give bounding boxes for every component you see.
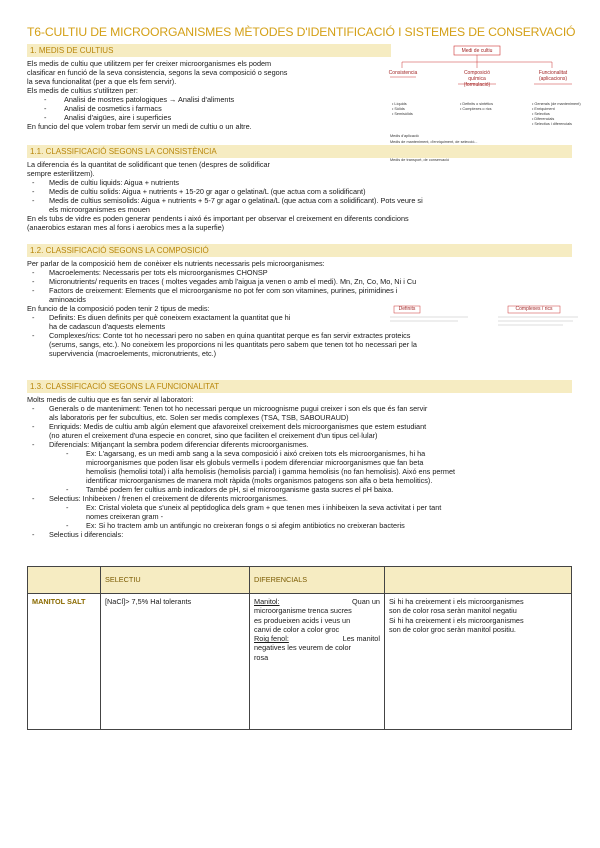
paragraph-line: Molts medis de cultiu que es fan servir al laboratori: [27,395,194,404]
diagram-item: • Diferencials [532,117,555,121]
diagram-item: • Sòlids [392,107,405,111]
cell-line [254,597,380,606]
list-item: Analisi d'aigües, aire i superficies [64,113,172,122]
list-item: Complexes/rics: Conte tot ho necessari pero no saben en quina quantitat perque es fan servir extractes proteics [49,331,411,340]
list-item: identificar microorganismes de manera molt ràpida (molts organismos patogens son alfa o beta hemolitics). [86,476,433,485]
paragraph-line: la seva funcionalitat (per a que els fem servir). [27,77,177,86]
list-item: Ex: Cristal violeta que s'uneix al peptidoglica dels gram + que tenen mes i inhibeixen la seva activitat i per tant [86,503,442,512]
selectiu-cell: [NaCl]> 7,5% Hal tolerants [101,594,250,730]
section-header-medis: 1. MEDIS DE CULTIUS [27,44,391,57]
bullet-dash: - [66,449,69,458]
paragraph-line: Els medis de cultiu que utilitzem per fer creixer microorganismes els podem [27,59,272,68]
list-item: Selectius: Inhibeixen / frenen el creixement de diferents microorganismes. [49,494,288,503]
list-item: Generals o de manteniment: Tenen tot ho necessari perque un microognisme pugui creixer i son els que és fan servir [49,404,428,413]
bullet-dash: - [32,494,35,503]
composition-diagram [388,305,584,329]
diagram-item: • Semisòlids [392,112,413,116]
list-item: Ex: L'agarsang, es un medi amb sang a la seva composició i aixó creixen tots els microorganismes, hi ha [86,449,426,458]
list-item: Ex: Si ho tractem amb un antifungic no creixeran fongs o si afegim antibiotics no creixeran bacteris [86,521,405,530]
section-header-funcionalitat: 1.3. CLASSIFICACIÓ SEGONS LA FUNCIONALITAT [27,380,572,393]
diagram-item: • Líquids [392,102,407,106]
list-item: Diferencials: Mitjançant la sembra podem diferenciar diferents microorganismes. [49,440,309,449]
paragraph-line: (anaerobics estaran mes al fons i aerobics mes a la superfie) [27,223,225,232]
table-header-cell [28,567,101,594]
cell-line: canvi de color a color groc [254,624,340,634]
table-header-row [28,567,572,594]
cell-line: Si hi ha creixement i els microorganismes [389,615,524,625]
bullet-dash: - [32,178,35,187]
paragraph-line: sempre esterilitzem). [27,169,95,178]
page-title: T6-CULTIU DE MICROORGANISMES MÈTODES D'IDENTIFICACIÓ I SISTEMES DE CONSERVACIÓ [27,25,576,39]
paragraph-line: Els medis de cultius s'utilitzen per: [27,86,138,95]
bullet-dash: - [32,331,35,340]
list-item: supervivencia (macroelements, micronutrients, etc.) [49,349,217,358]
cell-line: rosa [254,652,269,662]
cell-line: Si hi ha creixement i els microorganismes [389,597,524,606]
diagram-item: • Enriquiment [532,107,555,111]
bullet-dash: - [32,440,35,449]
list-item: També podem fer cultius amb indicadors de pH, si el microorganisme gasta sucres el pH baixa. [86,485,394,494]
list-item: als laboratoris per fer subcultius, etc. Solen ser medis complexes (TSA, TSB, SABOURAUD) [49,413,349,422]
bullet-dash: - [32,404,35,413]
list-item: Macroelements: Necessaris per tots els microorganismes CHONSP [49,268,268,277]
bullet-dash: - [66,485,69,494]
list-item: hemolisis (hemolisi total) i alfa hemolisis (hemolisis parcial) i gamma hemolisis (no fan hemolisis). Aixó ens permet [86,467,456,476]
list-item: Analisi de cosmetics i farmacs [64,104,162,113]
bullet-dash: - [32,277,35,286]
paragraph-line: En funcio del que volem trobar fem servir un medi de cultiu o un altre. [27,122,252,131]
list-item: (no aturen el creixement d'una especie en concret, sino que faciliten el creixement d'un tipus cel·lular) [49,431,378,440]
cell-line: microorganisme trenca sucres [254,606,352,616]
diagram-item: • Complexes o rics [460,107,492,111]
table-row [28,594,572,730]
cell-line: son de color rosa seràn manitol negatiu [389,606,517,616]
diagram-node-complexes: Complexes / rics [515,306,553,312]
list-item: Medis de cultiu liquids: Aigua + nutrients [49,178,180,187]
bullet-dash: - [66,521,69,530]
diagram-note: Medis de transport, de conservació [390,158,450,162]
section-header-consistencia: 1.1. CLASSIFICACIÓ SEGONS LA CONSISTÈNCIA [27,145,572,158]
paragraph-line: La diferencia és la quantitat de solidificant que tenen (despres de solidificar [27,160,270,169]
diagram-note: Medis d'aplicació [390,134,419,138]
paragraph-line: En els tubs de vidre es poden generar pendents i aixó és important per observar el creixement en diferents condicions [27,214,409,223]
diagram-node-consistencia: Consistencia [388,70,418,76]
diagram-root: Medi de cultiu [461,48,493,54]
paragraph-line: clasificar en funció de la seva consistencia, segons la seva composició o segons [27,68,288,77]
table-header-cell: DIFERENCIALS [250,567,385,594]
bullet-dash: - [44,95,47,104]
table-header-cell: SELECTIU [101,567,250,594]
list-item: Micronutrients/ requerits en traces ( moltes vegades amb l'aigua ja venen o amb el medi). Mn, Zn, Co, Mo, Ni i Cu [49,277,417,286]
bullet-dash: - [32,313,35,322]
roig-fenol-label: Roig fenol: [254,634,289,644]
list-item: Factors de creixement: Elements que el microorganisme no pot fer com son vitamines, purines, pirimidines i [49,286,398,295]
cell-text: Quan un [352,597,380,606]
diagram-item: • Definits o sintètics [460,102,493,106]
list-item: Medis de cultius semisolids: Aigua + nutrients + 5-7 gr agar o gelatina/L (que actua com a solidificant). Pots veure si [49,196,423,205]
bullet-dash: - [32,196,35,205]
bullet-dash: - [66,503,69,512]
paragraph-line: Per parlar de la composició hem de conèixer els nutrients necessaris pels microorganismes: [27,259,325,268]
cell-line [254,634,380,643]
diagram-item: • Generals (de manteniment) [532,102,581,106]
bullet-dash: - [32,268,35,277]
cell-text: Les manitol [342,634,380,644]
media-table [27,566,572,730]
list-item: Medis de cultiu solids: Aigua + nutrients + 15-20 gr agar o gelatina/L (que actua com a solidificant) [49,187,366,196]
list-item: Selectius i diferencials: [49,530,124,539]
bullet-dash: - [32,422,35,431]
diferencials-cell [250,594,385,730]
diagram-node-funcionalitat: Funcionalitat (aplicacions) [538,70,568,82]
diagram-node-composicio: Composició química (formulació) [463,70,491,88]
cell-line: es produeixen acids i veus un [254,615,351,625]
list-item: aminoacids [49,295,86,304]
cell-line: son de color groc seràn manitol positiu. [389,624,516,634]
diagram-item: • Selectius [532,112,550,116]
manitol-label: Manitol: [254,597,280,606]
diagram-item: • Selectius i diferencials [532,122,572,126]
bullet-dash: - [44,113,47,122]
list-item: microorganismes que poden lisar els globuls vermells i podem diferenciar microorganismes que fan beta [86,458,424,467]
list-item: Analisi de mostres patologiques → Analisi d'aliments [64,95,235,104]
bullet-dash: - [32,286,35,295]
bullet-dash: - [32,530,35,539]
bullet-dash: - [32,187,35,196]
row-label: MANITOL SALT [28,594,101,730]
diagram-note: Medis de manteniment, d'enriquiment, de selecció... [390,140,478,144]
diagram-node-definits: Definits [398,306,416,312]
table-header-cell [385,567,572,594]
section-header-composicio: 1.2. CLASSIFICACIÓ SEGONS LA COMPOSICIÓ [27,244,572,257]
list-item: Enriquids: Medis de cultiu amb algún element que afavoreixel creixement dels microorganismes que estem estudiant [49,422,427,431]
list-item: Definits: Es diuen definits per què coneixem exactament la quantitat que hi [49,313,291,322]
paragraph-line: En funcio de la composició poden tenir 2 tipus de medis: [27,304,210,313]
cell-line: negatives les veurem de color [254,643,351,653]
list-item: ha de cadascun d'aquests elements [49,322,166,331]
list-item: nomes creixeran gram - [86,512,164,521]
list-item: els microorganismes es mouen [49,205,150,214]
bullet-dash: - [44,104,47,113]
list-item: (serums, sangs, etc.). No coneixem les proporcions ni les quantitats pero sabem que tenen tot ho necessari per la [49,340,417,349]
result-cell [385,594,572,730]
